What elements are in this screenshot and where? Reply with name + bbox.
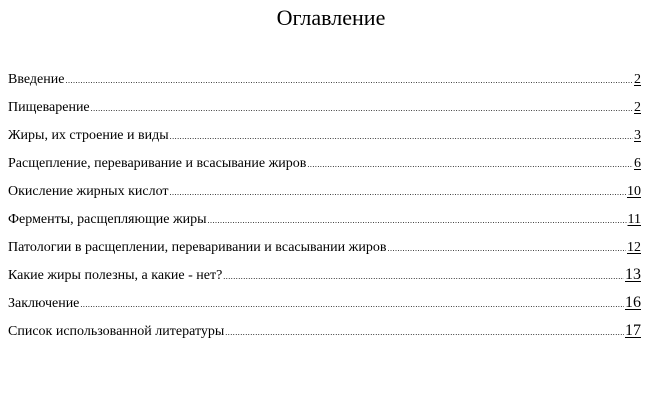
toc-entry-label: Ферменты, расщепляющие жиры	[8, 212, 207, 227]
toc-page-number[interactable]: 2	[634, 100, 641, 115]
toc-page-number[interactable]: 2	[634, 72, 641, 87]
toc-dot-leader	[170, 188, 626, 198]
toc-dot-leader	[208, 216, 627, 226]
toc-entry-fat-breakdown[interactable]	[8, 145, 641, 173]
toc-dot-leader	[307, 160, 633, 170]
toc-page-number[interactable]: 11	[627, 212, 641, 227]
toc-list	[8, 61, 641, 341]
toc-page-number[interactable]: 12	[627, 240, 641, 255]
toc-entry-label: Жиры, их строение и виды	[8, 128, 169, 143]
toc-dot-leader	[223, 272, 624, 282]
toc-page-number[interactable]: 6	[634, 156, 641, 171]
toc-page-number[interactable]: 13	[625, 266, 641, 283]
toc-entry-label: Патологии в расщеплении, переваривании и всасывании жиров	[8, 240, 387, 255]
toc-dot-leader	[170, 132, 633, 142]
toc-entry-introduction[interactable]	[8, 61, 641, 89]
toc-entry-fatty-acid-oxidation[interactable]	[8, 173, 641, 201]
toc-dot-leader	[80, 300, 624, 310]
toc-entry-label: Заключение	[8, 296, 80, 311]
toc-dot-leader	[91, 104, 633, 114]
toc-entry-label: Пищеварение	[8, 100, 90, 115]
toc-entry-label: Какие жиры полезны, а какие - нет?	[8, 268, 223, 283]
toc-entry-pathologies[interactable]	[8, 229, 641, 257]
toc-entry-label: Список использованной литературы	[8, 324, 225, 339]
toc-dot-leader	[65, 76, 633, 86]
toc-entry-references[interactable]	[8, 313, 641, 341]
toc-page-number[interactable]: 16	[625, 294, 641, 311]
toc-entry-conclusion[interactable]	[8, 285, 641, 313]
toc-title: Оглавление	[276, 5, 386, 30]
toc-entry-label: Расщепление, переваривание и всасывание жиров	[8, 156, 307, 171]
toc-dot-leader	[225, 328, 624, 338]
toc-entry-fats-structure[interactable]	[8, 117, 641, 145]
toc-entry-label: Введение	[8, 72, 65, 87]
toc-page-number[interactable]: 10	[627, 184, 641, 199]
toc-entry-enzymes[interactable]	[8, 201, 641, 229]
toc-entry-healthy-fats[interactable]	[8, 257, 641, 285]
toc-entry-digestion[interactable]	[8, 89, 641, 117]
toc-dot-leader	[387, 244, 626, 254]
toc-entry-label: Окисление жирных кислот	[8, 184, 169, 199]
toc-page-number[interactable]: 17	[625, 322, 641, 339]
toc-page-number[interactable]: 3	[634, 128, 641, 143]
